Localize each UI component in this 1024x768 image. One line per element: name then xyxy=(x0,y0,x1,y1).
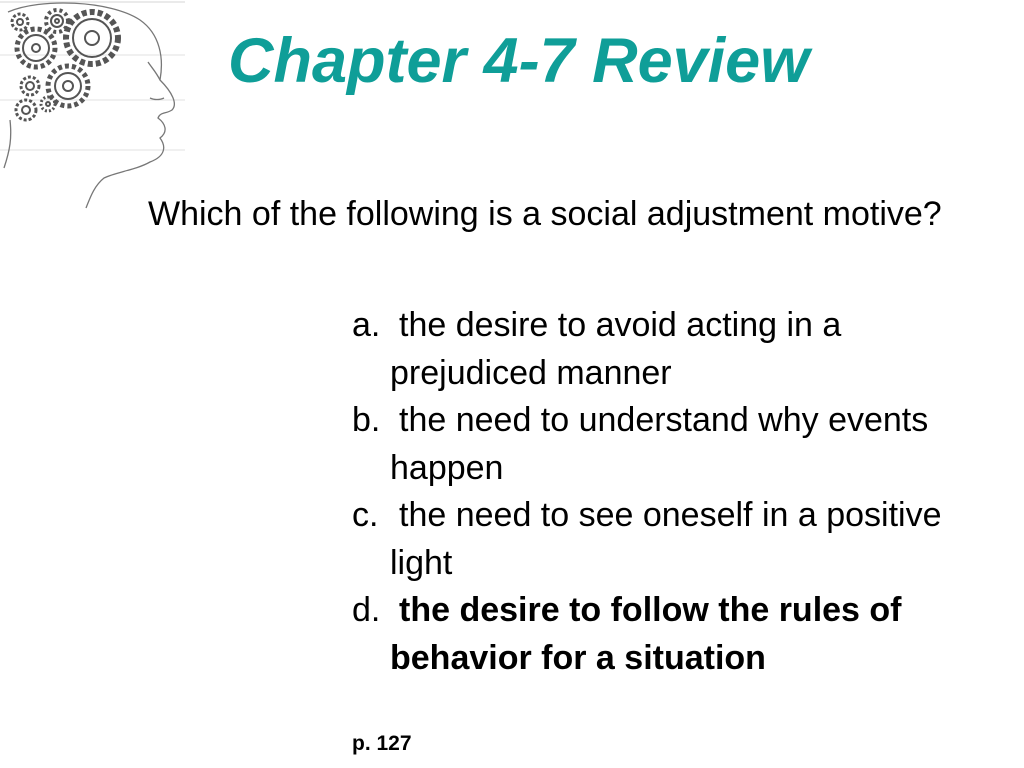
option-text: the need to see oneself in a positive light xyxy=(390,496,942,582)
option-letter: c. xyxy=(352,496,379,534)
option-text: the desire to follow the rules of behavior for a situation xyxy=(390,591,902,677)
option-letter: d. xyxy=(352,591,381,629)
option-text: the need to understand why events happen xyxy=(390,401,929,487)
answer-option-d-correct xyxy=(352,587,992,682)
answer-options-list xyxy=(352,302,992,682)
option-letter: a. xyxy=(352,306,381,344)
question-text: Which of the following is a social adjustment motive? xyxy=(148,195,942,233)
head-with-gears-icon xyxy=(0,0,185,210)
answer-option-b xyxy=(352,397,992,492)
page-reference: p. 127 xyxy=(352,732,412,755)
option-letter: b. xyxy=(352,401,381,439)
answer-option-a xyxy=(352,302,992,397)
option-text: the desire to avoid acting in a prejudiced manner xyxy=(390,306,842,392)
answer-option-c xyxy=(352,492,992,587)
slide-title: Chapter 4-7 Review xyxy=(228,26,810,96)
